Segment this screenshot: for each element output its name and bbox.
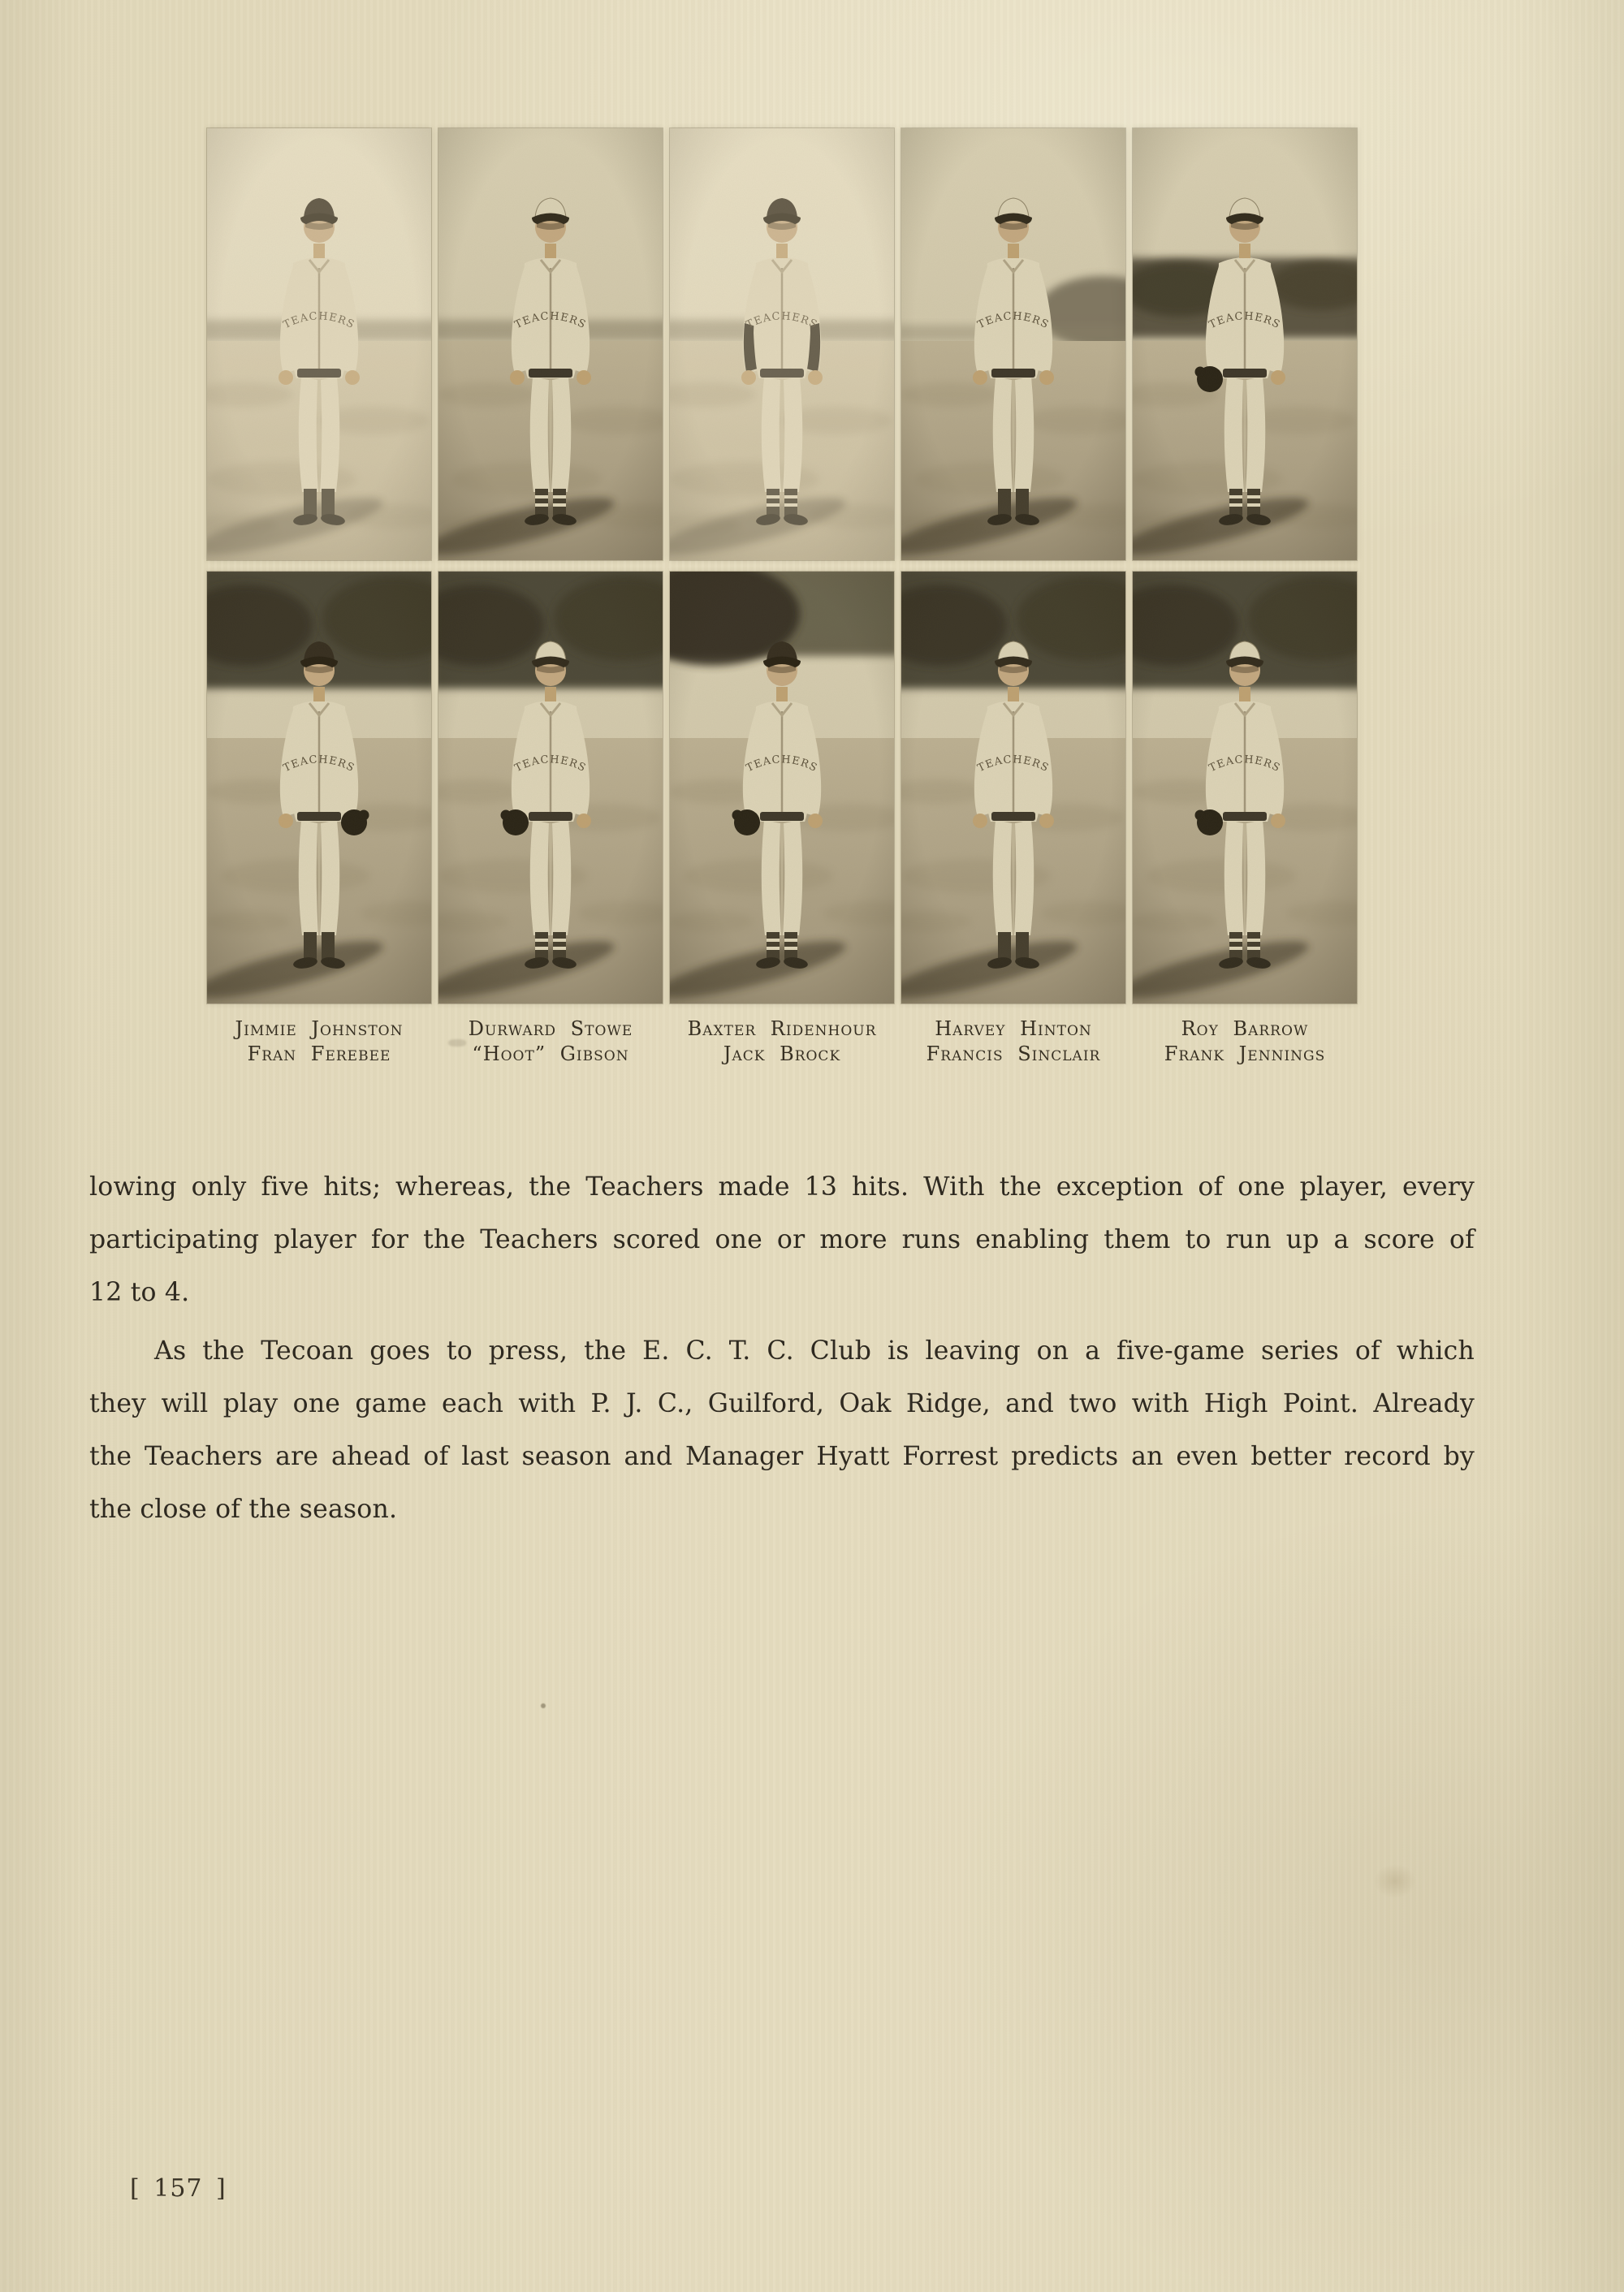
caption-row xyxy=(207,1017,1357,1067)
player-photo xyxy=(901,572,1125,1004)
player-photo xyxy=(670,128,894,560)
photo-caption xyxy=(207,1017,431,1067)
photo-grid xyxy=(207,128,1357,1004)
player-photo xyxy=(1133,572,1357,1004)
text-line: 12 to 4. xyxy=(89,1278,190,1307)
caption-line1: Jimmie Johnston xyxy=(235,1017,404,1040)
caption-line1: Harvey Hinton xyxy=(935,1017,1092,1040)
photo-caption xyxy=(670,1017,894,1067)
player-photo xyxy=(438,128,663,560)
text-line: the close of the season. xyxy=(89,1495,398,1524)
caption-line2: Frank Jennings xyxy=(1164,1042,1326,1065)
caption-line1: Roy Barrow xyxy=(1181,1017,1309,1040)
caption-line1: Durward Stowe xyxy=(468,1017,633,1040)
paper-speck xyxy=(541,1703,546,1708)
caption-line2: “Hoot” Gibson xyxy=(472,1042,629,1065)
text-line: As the Tecoan goes to press, the E. C. T. C. Club is leaving on a five-game series of which xyxy=(154,1336,1475,1366)
player-photo xyxy=(670,572,894,1004)
player-photo xyxy=(1133,128,1357,560)
caption-line2: Francis Sinclair xyxy=(926,1042,1101,1065)
photo-caption xyxy=(901,1017,1125,1067)
text-line: they will play one game each with P. J. C., Guilford, Oak Ridge, and two with High Point. Already xyxy=(89,1389,1475,1418)
body-text xyxy=(89,1161,1475,1536)
paper-smudge xyxy=(1374,1864,1416,1898)
player-photo xyxy=(901,128,1125,560)
player-photo xyxy=(438,572,663,1004)
photo-caption xyxy=(438,1017,663,1067)
paragraph xyxy=(89,1325,1475,1536)
player-photo xyxy=(207,128,431,560)
player-photo xyxy=(207,572,431,1004)
caption-line2: Jack Brock xyxy=(723,1042,841,1065)
caption-line2: Fran Ferebee xyxy=(247,1042,391,1065)
page-number: [ 157 ] xyxy=(130,2174,227,2203)
photo-caption xyxy=(1133,1017,1357,1067)
caption-line1: Baxter Ridenhour xyxy=(687,1017,877,1040)
text-line: lowing only five hits; whereas, the Teachers made 13 hits. With the exception of one player, every xyxy=(89,1172,1475,1202)
text-line: the Teachers are ahead of last season and Manager Hyatt Forrest predicts an even better record by xyxy=(89,1442,1475,1471)
paragraph xyxy=(89,1161,1475,1319)
text-line: participating player for the Teachers scored one or more runs enabling them to run up a score of xyxy=(89,1225,1475,1254)
